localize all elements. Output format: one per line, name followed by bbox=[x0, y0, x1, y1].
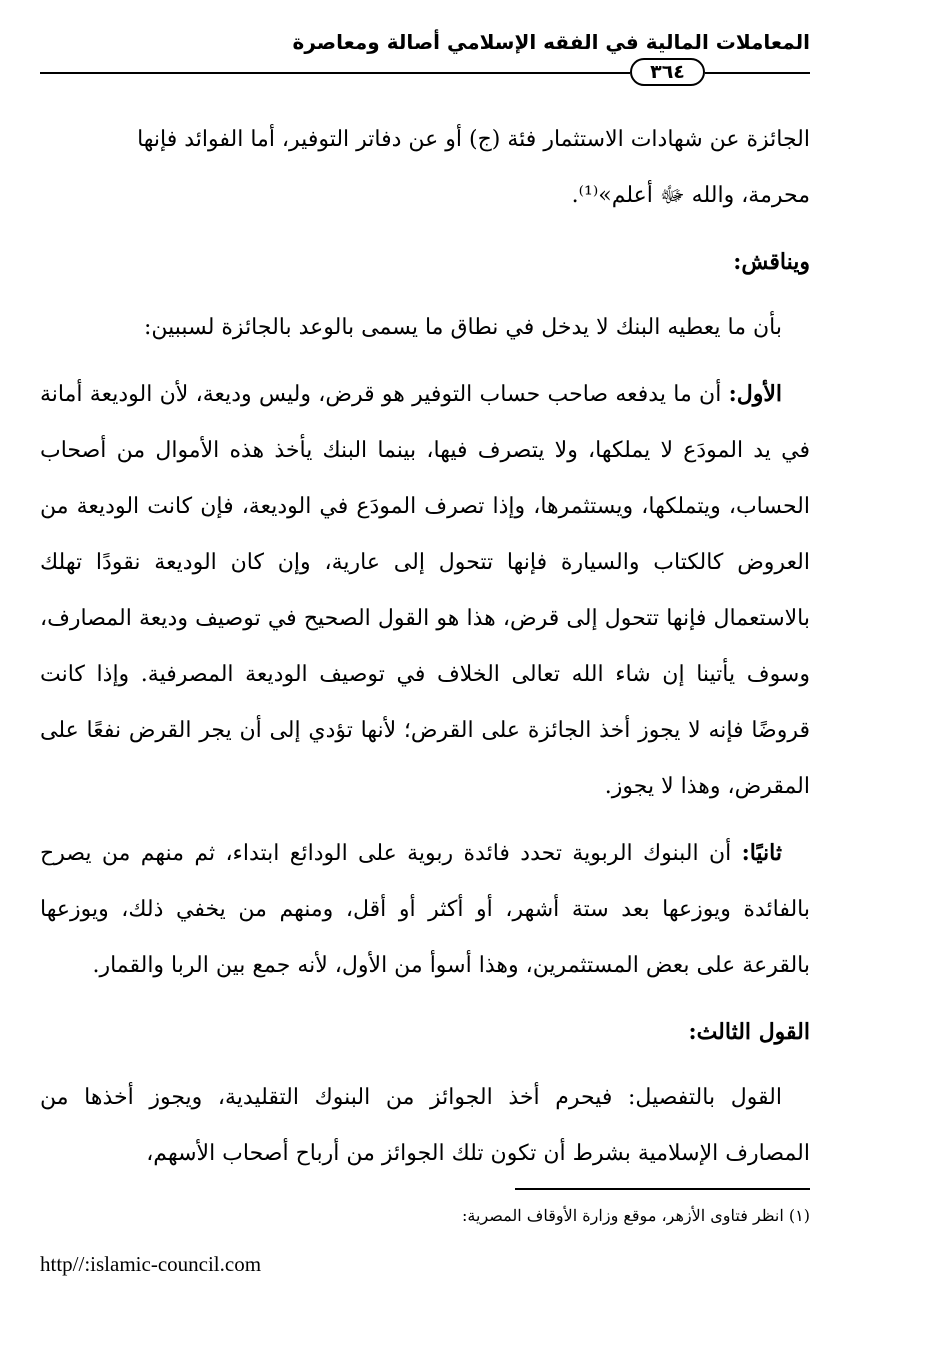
footnote-rule bbox=[515, 1188, 810, 1190]
paragraph-3 bbox=[40, 366, 810, 815]
header-rule bbox=[40, 72, 630, 74]
paragraph-3-lead: الأول: bbox=[728, 381, 782, 407]
paragraph-1-line-1: الجائزة عن شهادات الاستثمار فئة (ج) أو عن دفاتر التوفير، أما الفوائد فإنها bbox=[137, 127, 810, 152]
paragraph-5: القول بالتفصيل: فيحرم أخذ الجوائز من البنوك التقليدية، ويجوز أخذها من المصارف الإسلامية بشرط أن تكون تلك الجوائز من أرباح أصحاب الأسهم، bbox=[40, 1085, 810, 1166]
paragraph-4 bbox=[40, 825, 810, 994]
paragraph-2: بأن ما يعطيه البنك لا يدخل في نطاق ما يسمى بالوعد بالجائزة لسببين: bbox=[144, 315, 782, 340]
heading-discuss: ويناقش: bbox=[733, 249, 810, 275]
page-number-badge: ٣٦٤ bbox=[630, 58, 705, 86]
header-rule-right bbox=[705, 72, 810, 74]
paragraph-4-text: أن البنوك الربوية تحدد فائدة ربوية على الودائع ابتداء، ثم منهم من يصرح بالفائدة ويوزعها بعد ستة أشهر، أو أكثر أو أقل، ومنهم من يخفي ذلك، ويوزعها بالقرعة على بعض المستثمرين، وهذا أسوأ من الأول، لأنه جمع بين الربا والقمار. bbox=[40, 841, 810, 978]
footnote-text: (١) انظر فتاوى الأزهر، موقع وزارة الأوقاف المصرية: bbox=[462, 1206, 810, 1225]
running-header-title: المعاملات المالية في الفقه الإسلامي أصالة ومعاصرة bbox=[292, 30, 810, 54]
paragraph-4-lead: ثانيًا: bbox=[741, 840, 782, 866]
paragraph-1-line-2: محرمة، والله ﷻ أعلم»⁽¹⁾. bbox=[571, 183, 810, 208]
footnote-url: http//:islamic-council.com bbox=[40, 1252, 262, 1276]
main-text bbox=[40, 112, 810, 1182]
paragraph-3-text: أن ما يدفعه صاحب حساب التوفير هو قرض، وليس وديعة، لأن الوديعة أمانة في يد المودَع لا يملكها، ولا يتصرف فيها، بينما البنك يأخذ هذه الأموال من أصحاب الحساب، ويتملكها، ويستثمرها، وإذا تصرف المودَع في الوديعة، فإن كانت الوديعة من العروض كالكتاب والسيارة فإنها تتحول إلى عارية، وإن كان الوديعة نقودًا تهلك بالاستعمال فإنها تتحول إلى قرض، هذا هو القول الصحيح في توصيف وديعة المصارف، وسوف يأتينا إن شاء الله تعالى الخلاف في توصيف الوديعة المصرفية. وإذا كانت قروضًا فإنه لا يجوز أخذ الجائزة على القرض؛ لأنها تؤدي إلى أن يجر القرض نفعًا على المقرض، وهذا لا يجوز. bbox=[40, 382, 810, 799]
heading-third-opinion: القول الثالث: bbox=[688, 1019, 810, 1045]
